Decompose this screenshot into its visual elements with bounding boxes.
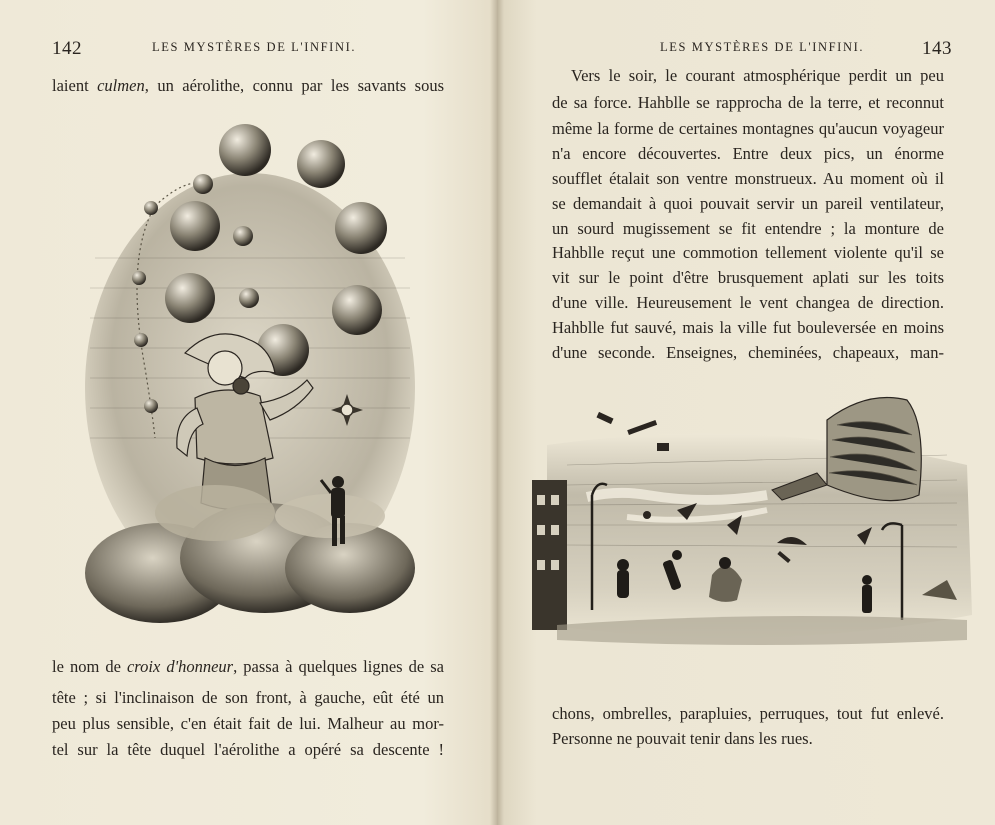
text-line: Vers le soir, le courant atmosphérique perdit un peu <box>571 66 944 85</box>
text-line: tel sur la tête duquel l'aérolithe a opéré sa descente ! <box>52 740 444 759</box>
text-line: Hahblle reçut une commotion tellement violente qu'il se <box>552 243 944 262</box>
text-line: n'a encore découvertes. Entre deux pics, un énorme <box>552 144 944 163</box>
text-line: d'une seconde. Enseignes, cheminées, chapeaux, man- <box>552 343 944 362</box>
running-head: LES MYSTÈRES DE L'INFINI. <box>152 40 357 54</box>
running-head: LES MYSTÈRES DE L'INFINI. <box>660 40 865 54</box>
text-line: vit sur le point d'être brusquement aplati sur les toits <box>552 268 944 287</box>
right-page <box>497 0 995 825</box>
juggler-illustration <box>85 118 415 628</box>
page-number: 142 <box>52 38 82 59</box>
text-line: le nom de croix d'honneur, passa à quelques lignes de sa <box>52 657 444 676</box>
text-line: même la forme de certaines montagnes qu'aucun voyageur <box>552 119 944 138</box>
text-line: peu plus sensible, c'en était fait de lui. Malheur au mor- <box>52 714 444 733</box>
text-line: Hahblle fut sauvé, mais la ville fut bouleversée en moins <box>552 318 944 337</box>
text-line: tête ; si l'inclinaison de son front, à gauche, eût été un <box>52 688 444 707</box>
text-line: d'une ville. Heureusement le vent changea de direction. <box>552 293 944 312</box>
text-line: de sa force. Hahblle se rapprocha de la terre, et reconnut <box>552 93 944 112</box>
text-line: Personne ne pouvait tenir dans les rues. <box>552 729 813 748</box>
left-page <box>0 0 497 825</box>
book-gutter <box>490 0 504 825</box>
text-line: soufflet étalait son ventre monstrueux. Au moment où il <box>552 169 944 188</box>
text-line: un sourd mugissement se fit entendre ; la monture de <box>552 219 944 238</box>
text-line: laient culmen, un aérolithe, connu par les savants sous <box>52 76 445 95</box>
text-line: se demandait à quoi pouvait servir un pareil ventilateur, <box>552 194 944 213</box>
page-number: 143 <box>922 38 952 59</box>
storm-illustration <box>527 385 987 670</box>
text-line: chons, ombrelles, parapluies, perruques, tout fut enlevé. <box>552 704 944 723</box>
